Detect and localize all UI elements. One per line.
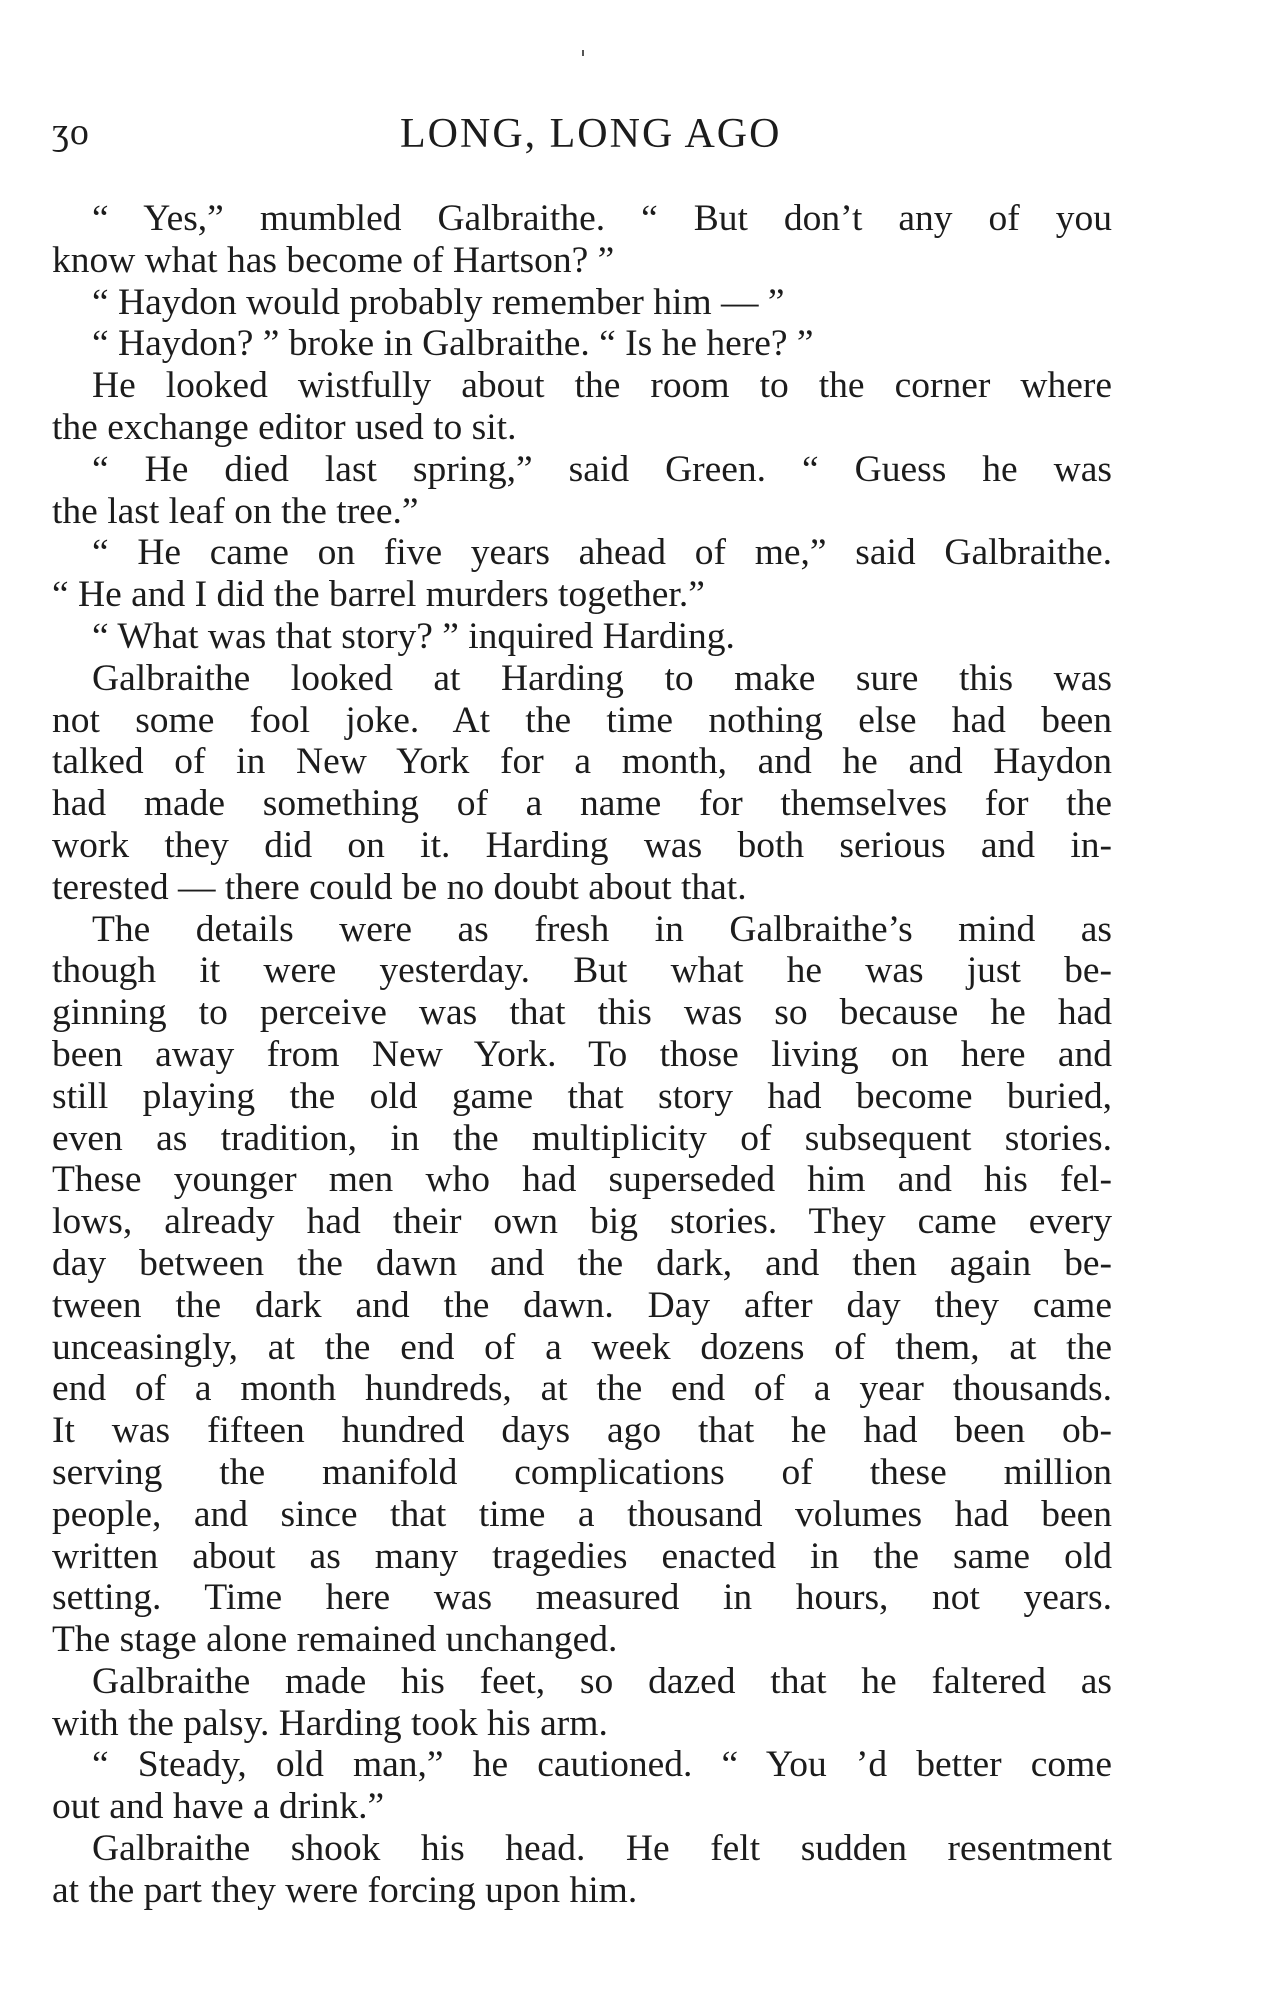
text-line: people, and since that time a thousand volumes had been bbox=[52, 1493, 1112, 1535]
text-line: been away from New York. To those living on here and bbox=[52, 1033, 1112, 1075]
text-line: “ Haydon? ” broke in Galbraithe. “ Is he here? ” bbox=[92, 323, 814, 365]
text-line: unceasingly, at the end of a week dozens of them, at the bbox=[52, 1326, 1112, 1368]
text-line: lows, already had their own big stories. They came every bbox=[52, 1201, 1112, 1243]
text-line: “ Yes,” mumbled Galbraithe. “ But don’t any of you bbox=[92, 198, 1112, 239]
text-line: talked of in New York for a month, and he and Haydon bbox=[52, 741, 1112, 783]
text-line: It was fifteen hundred days ago that he had been ob- bbox=[52, 1410, 1112, 1452]
text-line: with the palsy. Harding took his arm. bbox=[52, 1702, 608, 1744]
text-line: still playing the old game that story had become buried, bbox=[52, 1075, 1112, 1117]
page-header bbox=[52, 110, 1112, 170]
text-line: though it were yesterday. But what he was just be- bbox=[52, 950, 1112, 992]
text-line: “ Steady, old man,” he cautioned. “ You ’d better come bbox=[92, 1744, 1112, 1786]
running-title: LONG, LONG AGO bbox=[400, 111, 782, 157]
text-line: “ What was that story? ” inquired Harding. bbox=[92, 615, 735, 657]
text-line: terested — there could be no doubt about that. bbox=[52, 866, 747, 908]
text-line: at the part they were forcing upon him. bbox=[52, 1869, 638, 1911]
text-line: “ He died last spring,” said Green. “ Guess he was bbox=[92, 448, 1112, 490]
text-line: even as tradition, in the multiplicity of subsequent stories. bbox=[52, 1117, 1112, 1159]
text-line: had made something of a name for themselves for the bbox=[52, 783, 1112, 825]
text-line: The stage alone remained unchanged. bbox=[52, 1619, 618, 1661]
text-line: Galbraithe shook his head. He felt sudden resentment bbox=[92, 1828, 1112, 1870]
print-speck bbox=[582, 50, 584, 56]
text-line: the last leaf on the tree.” bbox=[52, 490, 419, 532]
text-line: He looked wistfully about the room to the corner where bbox=[92, 365, 1112, 407]
text-line: ginning to perceive was that this was so because he had bbox=[52, 992, 1112, 1034]
text-line: written about as many tragedies enacted in the same old bbox=[52, 1535, 1112, 1577]
text-line: serving the manifold complications of these million bbox=[52, 1451, 1112, 1493]
text-line: know what has become of Hartson? ” bbox=[52, 239, 615, 281]
text-line: the exchange editor used to sit. bbox=[52, 406, 517, 448]
text-line: “ He came on five years ahead of me,” said Galbraithe. bbox=[92, 532, 1112, 574]
text-line: not some fool joke. At the time nothing else had been bbox=[52, 699, 1112, 741]
text-line: Galbraithe made his feet, so dazed that he faltered as bbox=[92, 1660, 1112, 1702]
text-line: These younger men who had superseded him and his fel- bbox=[52, 1159, 1112, 1201]
text-line: end of a month hundreds, at the end of a year thousands. bbox=[52, 1368, 1112, 1410]
text-line: “ He and I did the barrel murders together.” bbox=[52, 574, 705, 616]
text-line: setting. Time here was measured in hours, not years. bbox=[52, 1577, 1112, 1619]
text-line: Galbraithe looked at Harding to make sure this was bbox=[92, 657, 1112, 699]
body-text bbox=[52, 198, 1112, 1912]
text-line: The details were as fresh in Galbraithe’s mind as bbox=[92, 908, 1112, 950]
text-line: out and have a drink.” bbox=[52, 1786, 385, 1828]
text-line: work they did on it. Harding was both serious and in- bbox=[52, 824, 1112, 866]
page-number: ʒo bbox=[52, 111, 90, 153]
text-line: tween the dark and the dawn. Day after day they came bbox=[52, 1284, 1112, 1326]
text-line: day between the dawn and the dark, and then again be- bbox=[52, 1242, 1112, 1284]
text-line: “ Haydon would probably remember him — ” bbox=[92, 281, 785, 323]
